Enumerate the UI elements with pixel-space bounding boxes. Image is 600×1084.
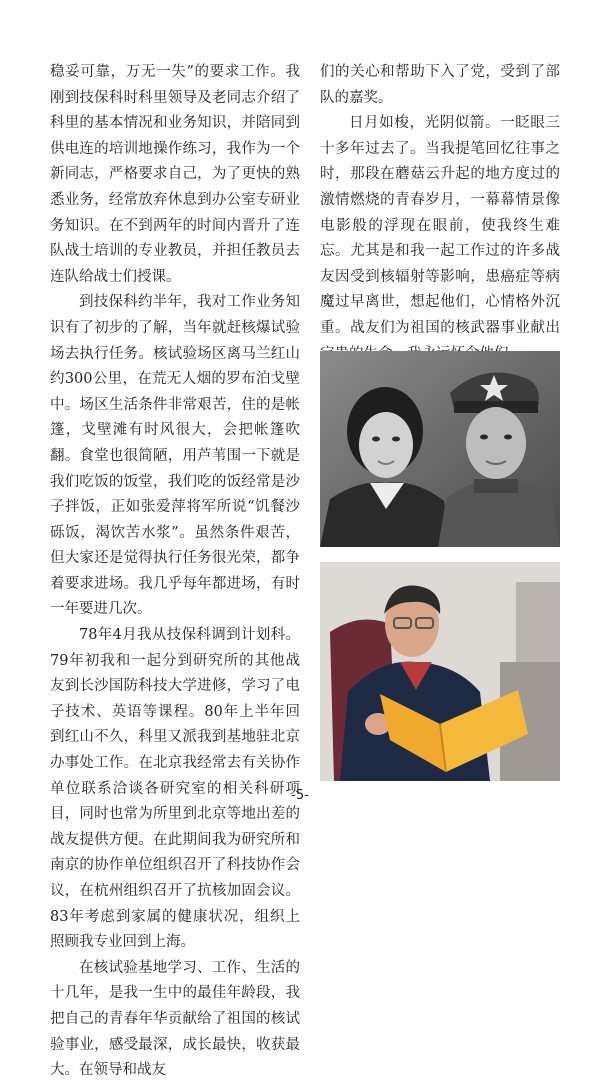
paragraph-continued: 们的关心和帮助下入了党，受到了部队的嘉奖。 bbox=[320, 64, 560, 106]
paragraph: 在核试验基地学习、工作、生活的十几年，是我一生中的最佳年龄段，我把自己的青春年华贡献给了祖国的核试验事业，感受最深，成长最快，收获最大。在领导和战友 bbox=[50, 959, 300, 1079]
man-reading-image bbox=[320, 562, 560, 781]
paragraph: 78年4月我从技保科调到计划科。79年初我和一起分到研究所的其他战友到长沙国防科技大学进修，学习了电子技术、英语等课程。80年上半年回到红山不久，科里又派我到基地驻北京办事处工作。在北京我经常去有关协作单位联系洽谈各研究室的相关科研项目，同时也常为所里到北京等地出差的战友提供方便。在此期间我为研究所和南京的协作单位组织召开了科技协作会议，在杭州组织召开了抗核加固会议。83年考虑到家属的健康状况，组织上照顾我专业回到上海。 bbox=[50, 627, 300, 951]
paragraph: 到技保科约半年，我对工作业务知识有了初步的了解，当年就赶核爆试验场去执行任务。核试验场区离马兰红山约300公里，在荒无人烟的罗布泊戈壁中。场区生活条件非常艰苦，住的是帐篷，戈壁滩有时风很大，会把帐篷吹翻。食堂也很简陋，用芦苇围一下就是我们吃饭的饭堂，我们吃的饭经常是沙子拌饭，正如张爱萍将军所说“饥餐沙砾饭，渴饮苦水浆”。虽然条件艰苦，但大家还是觉得执行任务很光荣，都争着要求进场。我几乎每年都进场，有时一年要进几次。 bbox=[50, 294, 300, 618]
article-column-left bbox=[50, 60, 300, 1084]
paragraph-continued: 稳妥可靠，万无一失”的要求工作。我刚到技保科时科里领导及老同志介绍了科里的基本情况和业务知识，并陪同到供电连的培训地操作练习，我作为一个新同志，严格要求自己，为了更快的熟悉业务，经常放弃休息到办公室专研业务知识。在不到两年的时间内晋升了连队战士培训的专业教员，并担任教员去连队给战士们授课。 bbox=[50, 64, 300, 285]
couple-portrait-image bbox=[320, 351, 560, 547]
man-reading-photo bbox=[320, 562, 560, 781]
couple-portrait-photo bbox=[320, 351, 560, 547]
paragraph: 日月如梭，光阴似箭。一眨眼三十多年过去了。当我提笔回忆往事之时，那段在蘑菇云升起的地方度过的激情燃烧的青春岁月，一幕幕情景像电影般的浮现在眼前，使我终生难忘。尤其是和我一起工作过的许多战友因受到核辐射等影响，患癌症等病魔过早离世，想起他们，心情格外沉重。战友们为祖国的核武器事业献出 bbox=[320, 115, 560, 336]
page-number: -5- bbox=[291, 788, 309, 803]
